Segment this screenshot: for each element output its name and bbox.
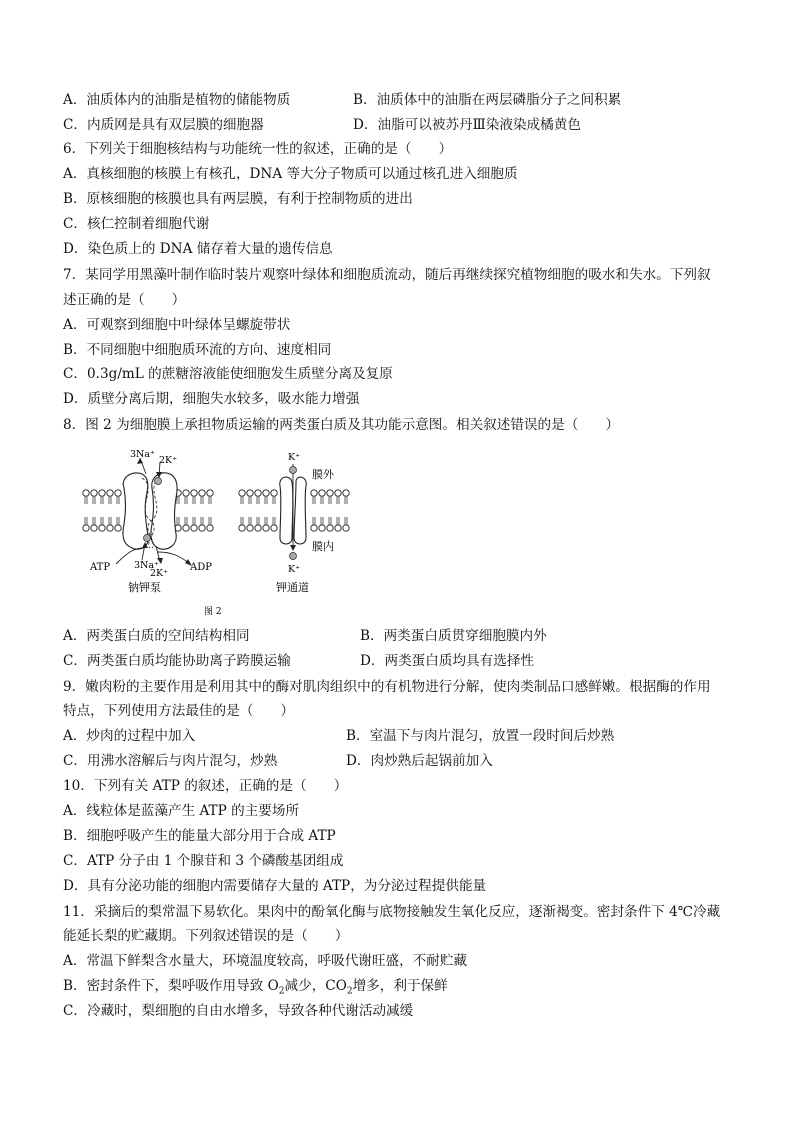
q7-stem-line2: 述正确的是（ ） <box>63 292 186 308</box>
q7-option-d: D．质壁分离后期，细胞失水较多，吸水能力增强 <box>63 391 360 407</box>
q7-option-c: C．0.3g/mL 的蔗糖溶液能使细胞发生质壁分离及复原 <box>63 366 393 382</box>
atp-label: ATP <box>90 562 111 573</box>
q6-option-a: A．真核细胞的核膜上有核孔，DNA 等大分子物质可以通过核孔进入细胞质 <box>63 166 518 182</box>
pump-top-sodium-label: 3Na⁺ <box>130 449 156 460</box>
q11-option-b <box>63 976 448 996</box>
q9-option-d: D．肉炒熟后起锅前加入 <box>346 753 493 769</box>
q8-option-b: B．两类蛋白质贯穿细胞膜内外 <box>360 628 547 644</box>
q10-option-d: D．具有分泌功能的细胞内需要储存大量的 ATP，为分泌过程提供能量 <box>63 878 487 894</box>
q8-option-c: C．两类蛋白质均能协助离子跨膜运输 <box>63 653 291 669</box>
carbon-dioxide-subscript: 2 <box>346 986 353 997</box>
q10-option-a: A．线粒体是蓝藻产生 ATP 的主要场所 <box>63 803 300 819</box>
adp-label: ADP <box>190 562 212 573</box>
q9-stem-line2: 特点，下列使用方法最佳的是（ ） <box>63 703 295 719</box>
q11-option-b-part3: 增多，利于保鲜 <box>352 978 448 994</box>
q11-option-a: A．常温下鲜梨含水量大，环境温度较高，呼吸代谢旺盛，不耐贮藏 <box>63 953 468 969</box>
q6-option-c: C．核仁控制着细胞代谢 <box>63 216 210 232</box>
q5-option-c: C．内质网是具有双层膜的细胞器 <box>63 117 264 133</box>
sodium-potassium-pump <box>116 458 192 566</box>
channel-caption: 钾通道 <box>276 581 309 594</box>
q5-option-a: A．油质体内的油脂是植物的储能物质 <box>63 92 291 108</box>
q10-option-c: C．ATP 分子由 1 个腺苷和 3 个磷酸基团组成 <box>63 853 344 869</box>
q10-option-b: B．细胞呼吸产生的能量大部分用于合成 ATP <box>63 828 336 844</box>
q7-option-a: A．可观察到细胞中叶绿体呈螺旋带状 <box>63 317 291 333</box>
q6-option-d: D．染色质上的 DNA 储存着大量的遗传信息 <box>63 241 333 257</box>
q11-stem-line2: 能延长梨的贮藏期。下列叙述错误的是（ ） <box>63 928 349 944</box>
channel-bottom-potassium-label: K⁺ <box>288 564 301 575</box>
q8-option-a: A．两类蛋白质的空间结构相同 <box>63 628 250 644</box>
q9-option-c: C．用沸水溶解后与肉片混匀，炒熟 <box>63 753 278 769</box>
q5-option-d: D．油脂可以被苏丹Ⅲ染液染成橘黄色 <box>353 117 581 133</box>
channel-top-potassium-label: K⁺ <box>288 452 301 463</box>
pump-top-potassium-label: 2K⁺ <box>159 455 178 466</box>
q9-option-a: A．炒肉的过程中加入 <box>63 728 196 744</box>
q8-stem: 8．图 2 为细胞膜上承担物质运输的两类蛋白质及其功能示意图。相关叙述错误的是（ ） <box>63 417 620 433</box>
inside-membrane-label: 膜内 <box>312 540 334 553</box>
oxygen-subscript: 2 <box>278 986 285 997</box>
q6-stem: 6．下列关于细胞核结构与功能统一性的叙述，正确的是（ ） <box>63 141 453 157</box>
figure-number-label: 图 2 <box>204 607 222 617</box>
pump-bottom-sodium-label: 3Na⁺ <box>134 560 160 571</box>
q5-option-b: B．油质体中的油脂在两层磷脂分子之间积累 <box>353 92 622 108</box>
q8-option-d: D．两类蛋白质均具有选择性 <box>360 653 535 669</box>
potassium-channel <box>280 464 306 560</box>
q11-option-b-part2: 减少，CO <box>284 978 347 994</box>
q11-option-c: C．冷藏时，梨细胞的自由水增多，导致各种代谢活动减缓 <box>63 1003 414 1019</box>
membrane-protein-figure <box>80 448 380 618</box>
outside-membrane-label: 膜外 <box>312 468 334 481</box>
q6-option-b: B．原核细胞的核膜也具有两层膜，有利于控制物质的进出 <box>63 191 413 207</box>
q7-option-b: B．不同细胞中细胞质环流的方向、速度相同 <box>63 342 332 358</box>
q9-option-b: B．室温下与肉片混匀，放置一段时间后炒熟 <box>346 728 615 744</box>
q7-stem-line1: 7．某同学用黑藻叶制作临时装片观察叶绿体和细胞质流动，随后再继续探究植物细胞的吸水和失水。下列叙 <box>63 267 711 283</box>
q11-option-b-part1: B．密封条件下，梨呼吸作用导致 O <box>63 978 279 994</box>
q10-stem: 10．下列有关 ATP 的叙述，正确的是（ ） <box>63 778 348 794</box>
pump-caption: 钠钾泵 <box>128 581 161 594</box>
q9-stem-line1: 9．嫩肉粉的主要作用是利用其中的酶对肌肉组织中的有机物进行分解，使肉类制品口感鲜嫩。根据酶的作用 <box>63 679 711 695</box>
pump-bottom-potassium-label: 2K⁺ <box>150 568 169 579</box>
q11-stem-line1: 11．采摘后的梨常温下易软化。果肉中的酚氧化酶与底物接触发生氧化反应，逐渐褐变。密封条件下 4℃冷藏 <box>63 904 721 920</box>
